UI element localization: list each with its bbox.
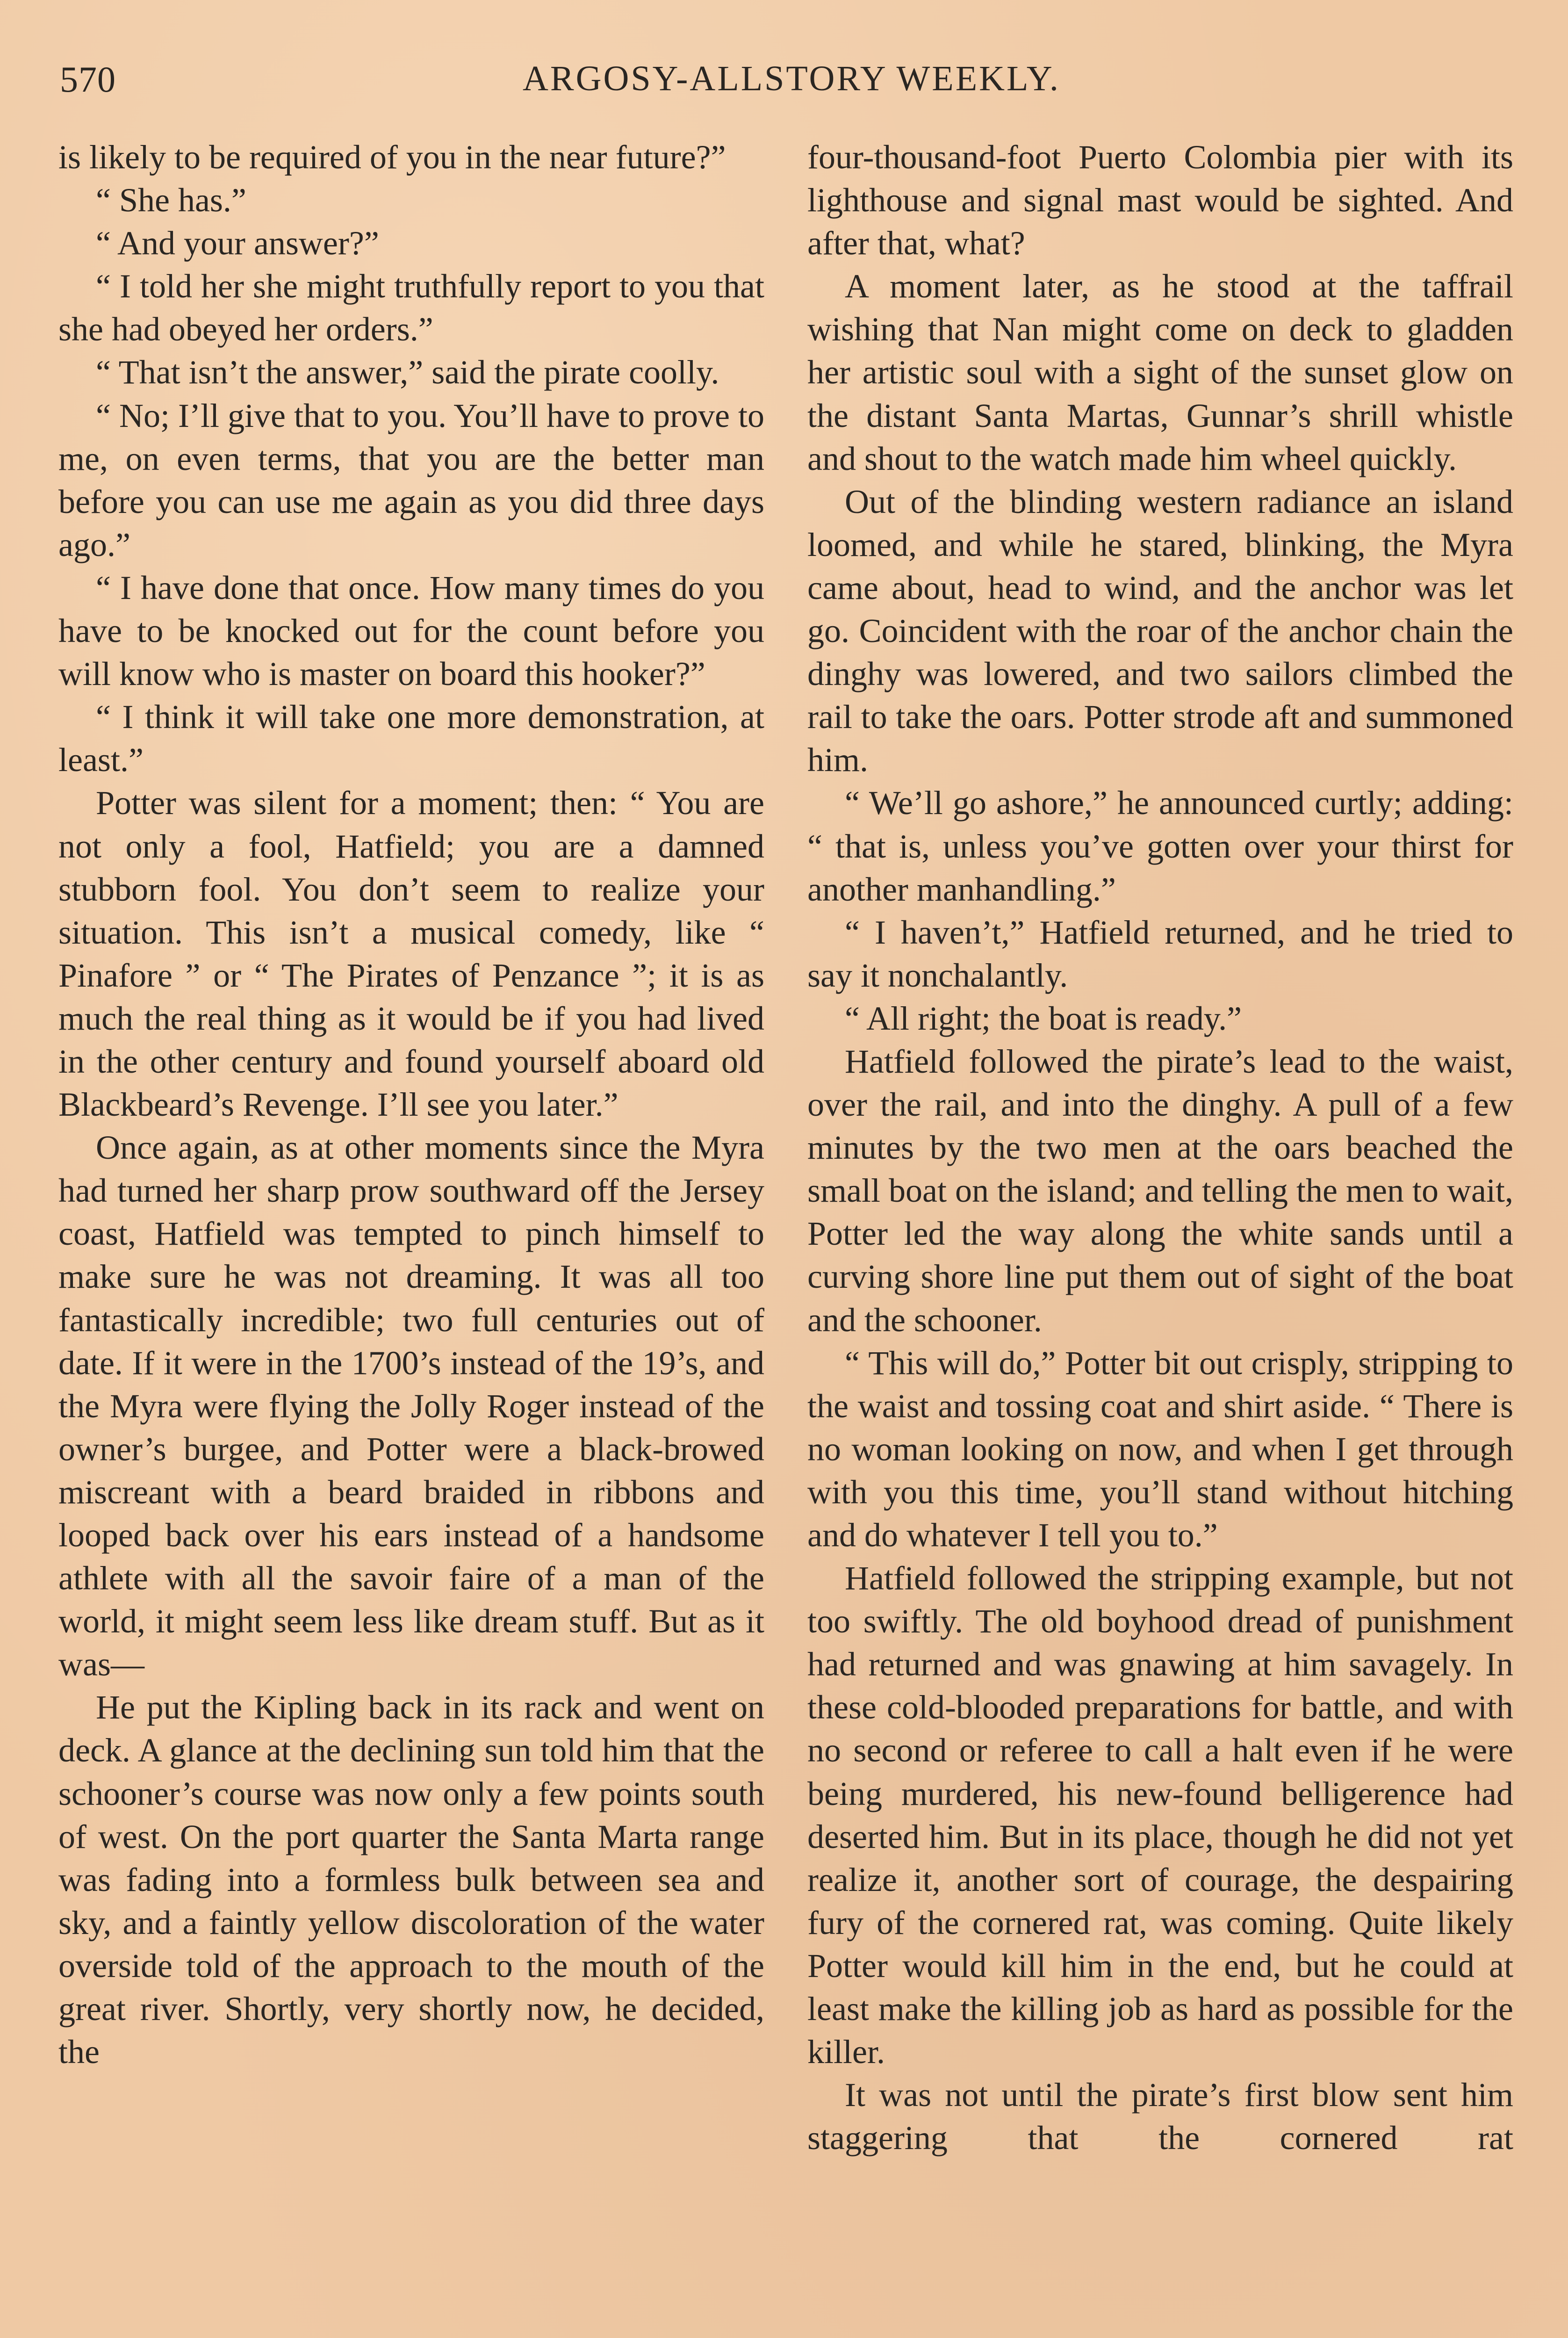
paragraph: “ This will do,” Potter bit out crisply, stripping to the waist and tossing coat and shirt aside. “ There is no woman looking on now, and when I get through with you this time, you’ll stand without hitching and do whatever I tell you to.”	[807, 1344, 1513, 1554]
running-head: ARGOSY-ALLSTORY WEEKLY.	[523, 59, 1060, 98]
paragraph: A moment later, as he stood at the taffrail wishing that Nan might come on deck to gladden her artistic soul with a sight of the sunset glow on the distant Santa Martas, Gunnar’s shrill whistle and shout to the watch made him wheel quickly.	[807, 267, 1513, 477]
page-header	[60, 49, 1523, 115]
paragraph: Out of the blinding western radiance an island loomed, and while he stared, blinking, the Myra came about, head to wind, and the anchor was let go. Coincident with the roar of the anchor chain the dinghy was lowered, and two sailors climbed the rail to take the oars. Potter strode aft and summoned him.	[807, 483, 1513, 779]
paragraph: Once again, as at other moments since the Myra had turned her sharp prow southward off the Jersey coast, Hatfield was tempted to pinch himself to make sure he was not dreaming. It was all too fantastically incredible; two full centuries out of date. If it were in the 1700’s instead of the 19’s, and the Myra were flying the Jolly Roger instead of the owner’s burgee, and Potter were a black-browed miscreant with a beard braided in ribbons and looped back over his ears instead of a handsome athlete with all the savoir faire of a man of the world, it might seem less like dream stuff. But as it was—	[58, 1129, 764, 1683]
paragraph: It was not until the pirate’s first blow sent him staggering that the cornered rat	[807, 2076, 1513, 2157]
paragraph: “ All right; the boat is ready.”	[845, 999, 1242, 1037]
paragraph: “ And your answer?”	[96, 224, 379, 262]
paragraph: “ I told her she might truthfully report to you that she had obeyed her orders.”	[58, 267, 764, 348]
paragraph: Hatfield followed the pirate’s lead to the waist, over the rail, and into the dinghy. A pull of a few minutes by the two men at the oars beached the small boat on the island; and telling the men to wait, Potter led the way along the white sands until a curving shore line put them out of sight of the boat and the schooner.	[807, 1042, 1513, 1339]
paragraph: “ That isn’t the answer,” said the pirate coolly.	[96, 354, 719, 391]
paragraph: “ No; I’ll give that to you. You’ll have to prove to me, on even terms, that you are the better man before you can use me again as you did three days ago.”	[58, 397, 764, 563]
paragraph: is likely to be required of you in the near future?”	[58, 138, 726, 176]
page-number: 570	[60, 59, 116, 100]
paragraph: four-thousand-foot Puerto Colombia pier with its lighthouse and signal mast would be sighted. And after that, what?	[807, 138, 1513, 262]
paragraph: Potter was silent for a moment; then: “ You are not only a fool, Hatfield; you are a damned stubborn fool. You don’t seem to realize your situation. This isn’t a musical comedy, like “ Pinafore ” or “ The Pirates of Penzance ”; it is as much the real thing as it would be if you had lived in the other century and found yourself aboard old Blackbeard’s Revenge. I’ll see you later.”	[58, 784, 764, 1124]
paragraph: Hatfield followed the stripping example, but not too swiftly. The old boyhood dread of punishment had returned and was gnawing at him savagely. In these cold-blooded preparations for battle, and with no second or referee to call a halt even if he were being murdered, his new-found belligerence had deserted him. But in its place, though he did not yet realize it, another sort of courage, the despairing fury of the cornered rat, was coming. Quite likely Potter would kill him in the end, but he could at least make the killing job as hard as possible for the killer.	[807, 1559, 1513, 2071]
paragraph: “ I haven’t,” Hatfield returned, and he tried to say it nonchalantly.	[807, 913, 1513, 994]
paragraph: “ I have done that once. How many times do you have to be knocked out for the count before you will know who is master on board this hooker?”	[58, 569, 764, 693]
paragraph: “ I think it will take one more demonstration, at least.”	[58, 698, 764, 779]
paragraph: “ She has.”	[96, 181, 246, 219]
paragraph: He put the Kipling back in its rack and went on deck. A glance at the declining sun told him that the schooner’s course was now only a few points south of west. On the port quarter the Santa Marta range was fading into a formless bulk between sea and sky, and a faintly yellow discoloration of the water overside told of the approach to the mouth of the great river. Shortly, very shortly now, he decided, the	[58, 1689, 764, 2071]
paragraph: “ We’ll go ashore,” he announced curtly; adding: “ that is, unless you’ve gotten over your thirst for another manhandling.”	[807, 784, 1513, 908]
left-column	[58, 136, 764, 2073]
right-column	[807, 136, 1513, 2159]
